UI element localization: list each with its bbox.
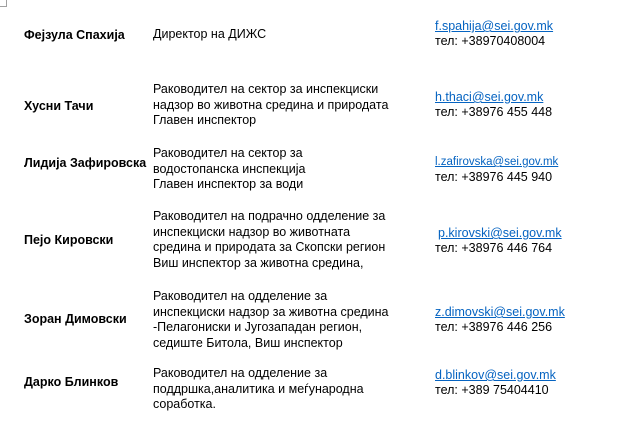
table-corner-marker <box>0 0 7 7</box>
phone-number: тел: +38976 455 448 <box>435 105 553 119</box>
role-line: Раководител на одделение за <box>153 289 328 303</box>
contact-name: Фејзула Спахија <box>24 28 125 42</box>
contact-info <box>435 154 615 185</box>
role-line: седиште Битола, Виш инспектор <box>153 335 343 350</box>
role-line: надзор во животна средина и природата <box>153 97 389 112</box>
role-line: Раководител на одделение за <box>153 366 328 380</box>
phone-number: тел: +38976 445 940 <box>435 170 553 184</box>
contact-name: Пејо Кировски <box>24 233 114 247</box>
contact-info <box>435 90 615 120</box>
email-link[interactable]: z.dimovski@sei.gov.mk <box>435 305 565 319</box>
role-line: водостопанска инспекција <box>153 161 306 176</box>
contact-info <box>435 368 615 398</box>
role-line: поддршка,аналитика и меѓународна <box>153 381 364 396</box>
role-line: Директор на ДИЖС <box>153 27 267 41</box>
contact-role <box>153 146 428 193</box>
contact-name: Хусни Тачи <box>24 99 94 113</box>
role-line: Главен инспектор <box>153 113 257 128</box>
contact-role <box>153 82 428 129</box>
role-line: инспекциски надзор за животна средина <box>153 304 389 319</box>
contact-name: Дарко Блинков <box>24 375 119 389</box>
role-line: инспекциски надзор во животната <box>153 224 351 239</box>
email-link[interactable]: f.spahija@sei.gov.mk <box>435 19 554 33</box>
contact-info <box>435 19 615 49</box>
contact-info <box>435 305 615 335</box>
contact-name: Лидија Зафировска <box>24 156 147 170</box>
contact-role <box>153 27 428 43</box>
contact-role <box>153 366 428 413</box>
role-line: Раководител на сектор за инспекциски <box>153 82 379 96</box>
email-link[interactable]: h.thaci@sei.gov.mk <box>435 90 544 104</box>
phone-number: тел: +389 75404410 <box>435 383 549 397</box>
contact-role <box>153 209 428 271</box>
role-line: Главен инспектор за води <box>153 177 304 192</box>
phone-number: тел: +38970408004 <box>435 34 546 48</box>
email-link[interactable]: l.zafirovska@sei.gov.mk <box>435 156 559 168</box>
role-line: средина и природата за Скопски регион <box>153 240 386 255</box>
phone-number: тел: +38976 446 764 <box>435 241 553 255</box>
contact-info <box>435 226 615 256</box>
email-link[interactable]: p.kirovski@sei.gov.mk <box>438 226 562 240</box>
role-line: -Пелагониски и Југозападан регион, <box>153 320 363 335</box>
phone-number: тел: +38976 446 256 <box>435 320 553 334</box>
contact-role <box>153 289 428 351</box>
role-line: соработка. <box>153 397 216 412</box>
email-link[interactable]: d.blinkov@sei.gov.mk <box>435 368 556 382</box>
role-line: Раководител на подрачно одделение за <box>153 209 386 223</box>
role-line: Виш инспектор за животна средина, <box>153 255 364 270</box>
role-line: Раководител на сектор за <box>153 146 303 160</box>
contact-name: Зоран Димовски <box>24 312 127 326</box>
